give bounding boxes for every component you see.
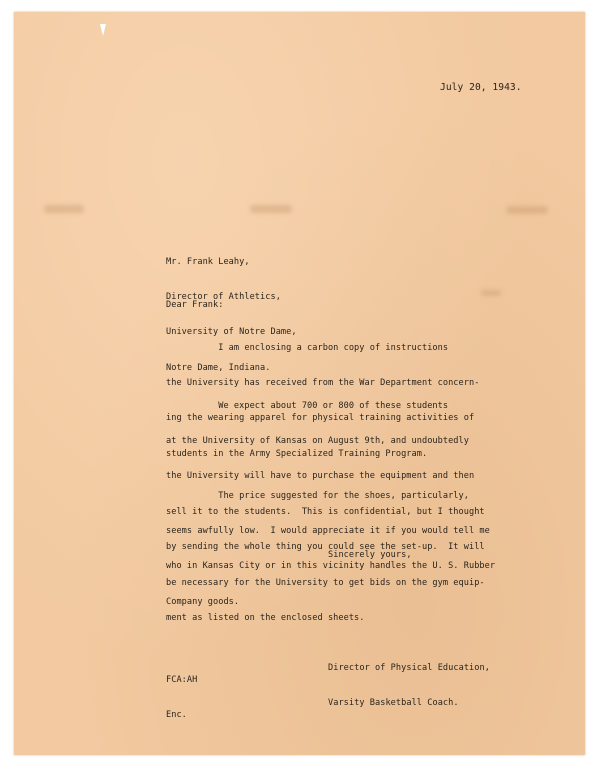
paragraph-line: seems awfully low. I would appreciate it if you would tell me	[166, 525, 490, 536]
paragraph-line: The price suggested for the shoes, particularly,	[166, 490, 469, 501]
closing: Sincerely yours,	[328, 550, 412, 560]
address-line: University of Notre Dame,	[166, 327, 297, 338]
paragraph-line: Company goods.	[166, 596, 240, 607]
address-line: Mr. Frank Leahy,	[166, 256, 250, 267]
address-line: Notre Dame, Indiana.	[166, 362, 271, 373]
paragraph-line: who in Kansas City or in this vicinity handles the U. S. Rubber	[166, 561, 496, 572]
paragraph-line: the University has received from the War Department concern-	[166, 377, 480, 388]
paragraph-line: be necessary for the University to get bids on the gym equip-	[166, 577, 485, 588]
paragraph-line: students in the Army Specialized Training Program.	[166, 448, 428, 459]
smudge-mark	[250, 205, 292, 213]
paragraph-line: We expect about 700 or 800 of these students	[166, 400, 449, 411]
paragraph-line: by sending the whole thing you could see the set-up. It will	[166, 542, 485, 553]
initials-line: FCA:AH	[166, 674, 198, 685]
paragraph-line: ment as listed on the enclosed sheets.	[166, 612, 365, 623]
paragraph-line: I am enclosing a carbon copy of instructions	[166, 342, 449, 353]
paragraph-line: sell it to the students. This is confidential, but I thought	[166, 506, 485, 517]
reference-initials	[166, 651, 197, 745]
enclosure-line: Enc.	[166, 709, 187, 720]
smudge-mark	[481, 290, 501, 296]
paragraph-line: the University will have to purchase the equipment and then	[166, 471, 475, 482]
smudge-mark	[44, 205, 84, 213]
address-line: Director of Athletics,	[166, 291, 281, 302]
signature-block	[328, 639, 490, 733]
smudge-mark	[506, 206, 548, 214]
paragraph-line: ing the wearing apparel for physical training activities of	[166, 413, 475, 424]
signature-line: Director of Physical Education,	[328, 662, 490, 673]
signature-line: Varsity Basketball Coach.	[328, 697, 459, 708]
salutation: Dear Frank:	[166, 300, 224, 310]
letter-page	[14, 12, 585, 755]
paragraph-line: at the University of Kansas on August 9th, and undoubtedly	[166, 435, 469, 446]
letter-date: July 20, 1943.	[440, 82, 522, 93]
paper-tear	[100, 24, 106, 36]
